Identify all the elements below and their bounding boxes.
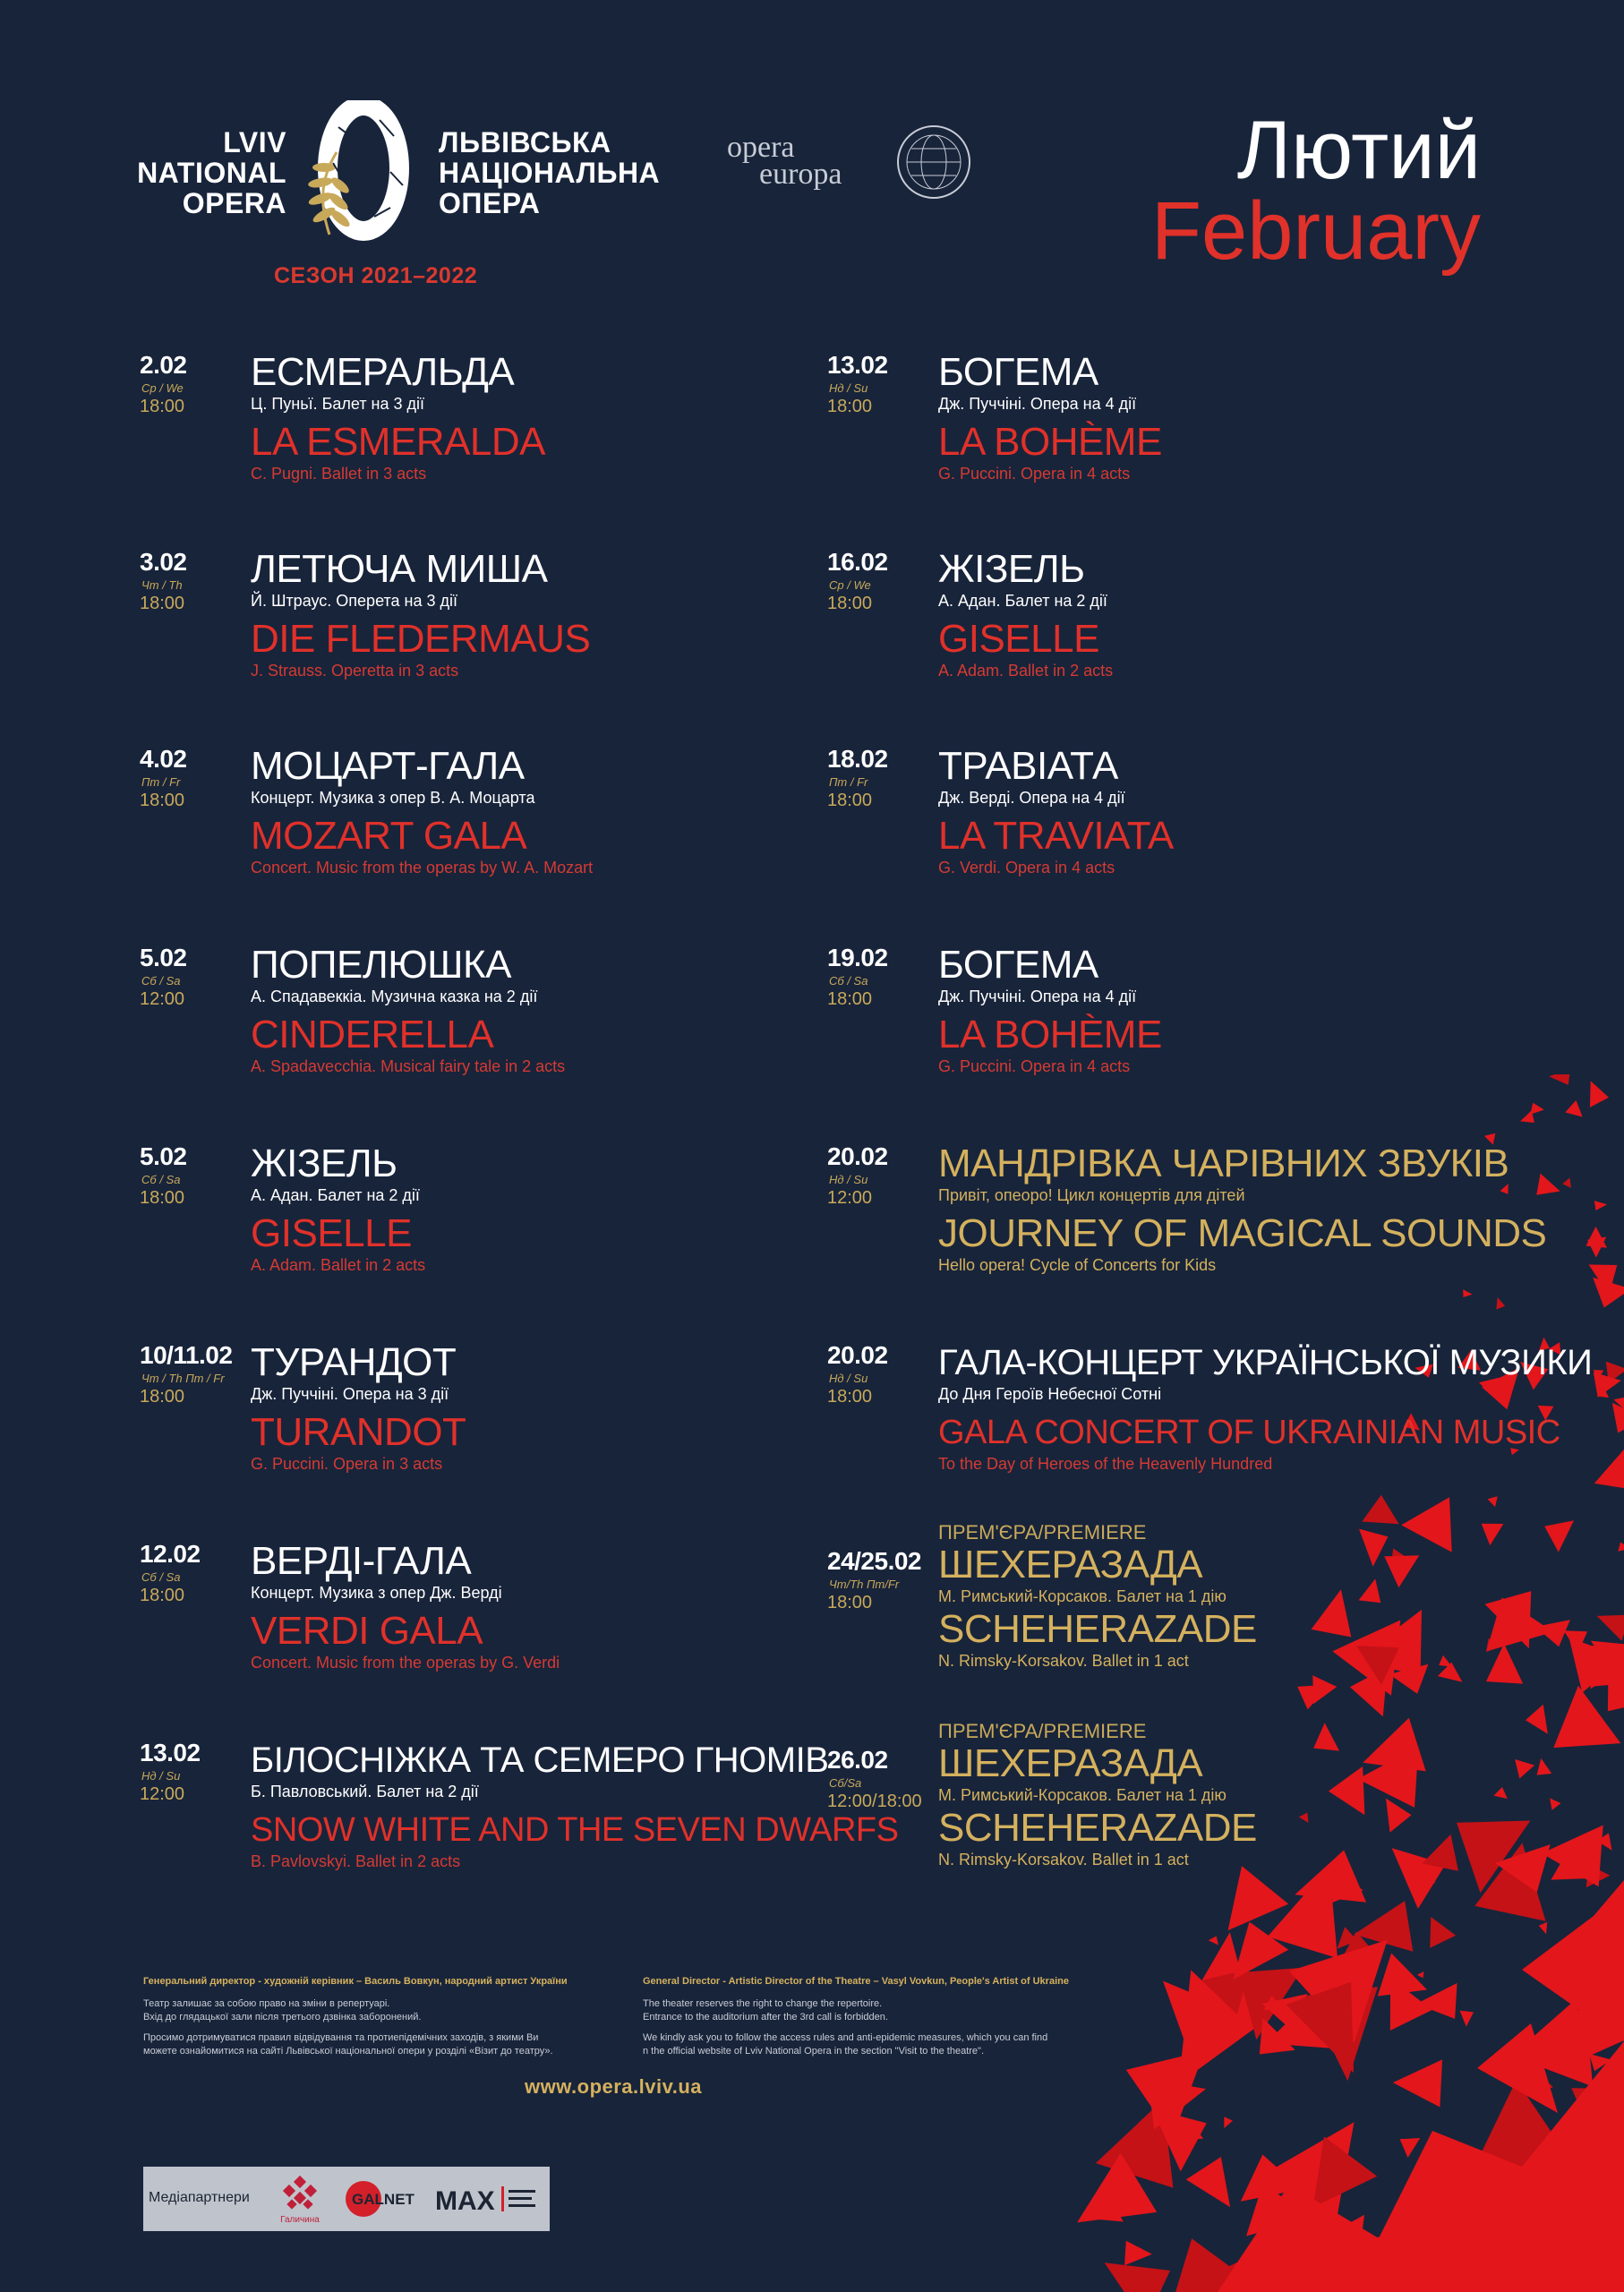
event-time: 18:00 <box>140 594 185 613</box>
event-titles <box>938 1142 1546 1275</box>
event-title-ua: МОЦАРТ-ГАЛА <box>251 744 525 788</box>
shard <box>1393 2059 1442 2107</box>
shard <box>1544 1520 1574 1552</box>
event-subtitle-en: Hello opera! Cycle of Concerts for Kids <box>938 1256 1217 1274</box>
event-subtitle-en: Concert. Music from the operas by W. A. Mozart <box>251 859 594 877</box>
event-subtitle-en: B. Pavlovskyi. Ballet in 2 acts <box>251 1852 461 1870</box>
event-5 <box>140 1142 820 1321</box>
event-subtitle-en: G. Verdi. Opera in 4 acts <box>938 859 1115 877</box>
event-4 <box>140 944 820 1123</box>
event-title-en: LA TRAVIATA <box>938 814 1174 858</box>
event-date: 12.02 <box>140 1540 201 1568</box>
event-subtitle-ua: Дж. Пуччіні. Опера на 4 дії <box>938 395 1137 413</box>
opera-europa-logo: opera europa <box>723 115 983 204</box>
shard <box>1105 2262 1170 2292</box>
footer-notes-en: General Director - Artistic Director of the Theatre – Vasyl Vovkun, People's Artist of Ukraine The theater reserves the right to change the repertoire. Entrance to the auditorium after the 3rd call is forbidden. We kindly ask you to follow the access rules and anti-epidemic measures, which you can find n the official website of Lviv National Opera in the section "Visit to the theatre". <box>643 1976 1069 2057</box>
event-date: 16.02 <box>827 548 888 576</box>
event-title-en: TURANDOT <box>251 1410 466 1454</box>
event-titles <box>938 745 1174 877</box>
event-time: 18:00 <box>140 791 185 810</box>
event-title-en: LA BOHÈME <box>938 420 1162 464</box>
event-title-ua: ВЕРДІ-ГАЛА <box>251 1539 472 1583</box>
event-title-en: MOZART GALA <box>251 814 527 858</box>
shard <box>1549 1074 1570 1085</box>
event-title-en: SNOW WHITE AND THE SEVEN DWARFS <box>251 1811 899 1849</box>
galnet-logo-icon <box>342 2177 424 2220</box>
event-title-ua: ЛЕТЮЧА МИША <box>251 547 548 591</box>
event-14 <box>827 1341 1593 1520</box>
svg-text:Галичина: Галичина <box>280 2215 320 2225</box>
event-subtitle-en: G. Puccini. Opera in 3 acts <box>251 1455 443 1473</box>
event-weekday: Сб / Sa <box>141 1173 181 1186</box>
event-date: 18.02 <box>827 745 888 773</box>
event-title-ua: БОГЕМА <box>938 350 1098 394</box>
media-partners-bar <box>143 2167 550 2231</box>
event-titles <box>251 351 545 483</box>
event-time: 18:00 <box>140 1586 185 1605</box>
event-weekday: Нд / Su <box>829 381 868 395</box>
event-subtitle-en: G. Puccini. Opera in 4 acts <box>938 465 1131 483</box>
event-title-en: LA BOHÈME <box>938 1013 1162 1056</box>
footer-notes-ua: Генеральний директор - художній керівник – Василь Вовкун, народний артист України Театр залишає за собою право на зміни в репертуарі. Вхід до глядацької зали після третього дзвінка заборонений. Просимо дотримуватися правил відвідування та протиепідемічних заходів, з якими Ви можете ознайомитися на сайті Львівської національної опери у розділі «Візит до театру». <box>143 1976 568 2057</box>
event-date: 5.02 <box>140 944 187 971</box>
event-titles <box>938 1721 1257 1869</box>
event-subtitle-ua: Концерт. Музика з опер В. А. Моцарта <box>251 789 535 807</box>
event-subtitle-ua: Дж. Пуччіні. Опера на 4 дії <box>938 988 1137 1005</box>
shard <box>1526 1705 1548 1734</box>
shard <box>1594 1449 1624 1489</box>
event-subtitle-ua: А. Спадавеккіа. Музична казка на 2 дії <box>251 988 538 1005</box>
event-subtitle-ua: Б. Павловський. Балет на 2 дії <box>251 1783 479 1800</box>
event-16 <box>827 1720 1508 1925</box>
event-subtitle-en: A. Spadavecchia. Musical fairy tale in 2 acts <box>251 1057 566 1075</box>
event-titles <box>251 548 590 680</box>
event-time: 18:00 <box>140 397 185 416</box>
event-title-en: DIE FLEDERMAUS <box>251 617 591 661</box>
event-title-ua: ЕСМЕРАЛЬДА <box>251 350 515 394</box>
event-weekday: Нд / Su <box>829 1372 868 1385</box>
event-9 <box>827 351 1508 530</box>
event-time: 18:00 <box>827 1593 873 1612</box>
event-subtitle-en: G. Puccini. Opera in 4 acts <box>938 1057 1131 1075</box>
event-date: 20.02 <box>827 1142 888 1170</box>
svg-text:GALNET: GALNET <box>352 2191 415 2208</box>
event-time: 18:00 <box>827 1387 873 1407</box>
event-title-ua: ШЕХЕРАЗАДА <box>938 1741 1203 1785</box>
event-time: 12:00 <box>827 1188 873 1208</box>
shard <box>1597 1615 1624 1641</box>
event-time: 18:00 <box>140 1387 185 1407</box>
event-subtitle-ua: М. Римський-Корсаков. Балет на 1 дію <box>938 1786 1227 1804</box>
event-time: 18:00 <box>827 397 873 416</box>
shard <box>1460 2011 1474 2027</box>
shard <box>1417 1971 1424 1978</box>
event-title-ua: ПОПЕЛЮШКА <box>251 943 511 987</box>
event-titles <box>938 548 1113 680</box>
event-subtitle-ua: А. Адан. Балет на 2 дії <box>251 1186 420 1204</box>
shard <box>1539 1922 1547 1935</box>
event-subtitle-ua: А. Адан. Балет на 2 дії <box>938 592 1107 610</box>
season-label: СЕЗОН 2021–2022 <box>274 263 478 288</box>
event-title-ua: БОГЕМА <box>938 943 1098 987</box>
event-subtitle-en: Concert. Music from the operas by G. Verdi <box>251 1654 560 1672</box>
shard <box>1400 2138 1421 2158</box>
event-date: 10/11.02 <box>140 1341 233 1369</box>
event-weekday: Нд / Su <box>829 1173 868 1186</box>
event-date: 20.02 <box>827 1341 888 1369</box>
event-time: 12:00 <box>140 989 185 1009</box>
event-title-ua: ЖІЗЕЛЬ <box>938 547 1085 591</box>
shard <box>1186 2157 1230 2207</box>
logo-name-en: LVIV NATIONAL OPERA <box>137 126 286 219</box>
event-subtitle-ua: Концерт. Музика з опер Дж. Верді <box>251 1584 502 1602</box>
media-partners-label: Медіапартнери <box>149 2190 250 2205</box>
event-title-en: GISELLE <box>251 1211 412 1255</box>
shard <box>1482 1524 1504 1545</box>
event-title-en: LA ESMERALDA <box>251 420 546 464</box>
event-title-ua: БІЛОСНІЖКА ТА СЕМЕРО ГНОМІВ <box>251 1740 829 1780</box>
shard <box>1209 1936 1218 1945</box>
shard <box>1562 1177 1571 1188</box>
event-weekday: Пт / Fr <box>829 775 868 789</box>
event-titles <box>251 1341 466 1474</box>
premiere-label: ПРЕМ'ЄРА/PREMIERE <box>938 1720 1147 1742</box>
website-link[interactable]: www.opera.lviv.ua <box>525 2075 703 2098</box>
event-subtitle-ua: Ц. Пуньї. Балет на 3 дії <box>251 395 425 413</box>
event-title-en: VERDI GALA <box>251 1609 483 1653</box>
event-titles <box>938 1522 1257 1671</box>
event-title-en: JOURNEY OF MAGICAL SOUNDS <box>938 1211 1547 1255</box>
event-title-ua: ГАЛА-КОНЦЕРТ УКРАЇНСЬКОЇ МУЗИКИ <box>938 1343 1593 1382</box>
shard <box>1565 1100 1582 1117</box>
event-title-ua: ШЕХЕРАЗАДА <box>938 1543 1203 1586</box>
halychyna-logo-icon <box>269 2174 331 2226</box>
event-subtitle-en: C. Pugni. Ballet in 3 acts <box>251 465 427 483</box>
shard <box>1590 1081 1609 1108</box>
event-weekday: Сб / Sa <box>829 974 868 988</box>
event-titles <box>251 944 565 1076</box>
max-logo-icon <box>433 2179 543 2219</box>
event-6 <box>140 1341 820 1520</box>
month-title-en: February <box>1150 185 1481 277</box>
globe-seal-icon <box>893 122 974 202</box>
event-subtitle-en: J. Strauss. Operetta in 3 acts <box>251 662 459 680</box>
event-weekday: Сб / Sa <box>141 1570 181 1584</box>
event-subtitle-en: N. Rimsky-Korsakov. Ballet in 1 act <box>938 1851 1189 1869</box>
event-date: 13.02 <box>827 351 888 379</box>
event-titles <box>251 1739 898 1871</box>
event-title-ua: МАНДРІВКА ЧАРІВНИХ ЗВУКІВ <box>938 1142 1509 1185</box>
month-title-ua: Лютий <box>1236 105 1481 196</box>
shard <box>1515 1759 1534 1779</box>
event-title-ua: ТРАВІАТА <box>938 744 1118 788</box>
event-weekday: Нд / Su <box>141 1769 181 1783</box>
event-title-ua: ТУРАНДОТ <box>251 1340 457 1384</box>
shard <box>1530 1103 1544 1115</box>
svg-text:MAX: MAX <box>435 2186 495 2216</box>
event-10 <box>827 548 1508 727</box>
event-subtitle-ua: Дж. Пуччіні. Опера на 3 дії <box>251 1385 449 1403</box>
event-subtitle-ua: М. Римський-Корсаков. Балет на 1 дію <box>938 1587 1227 1605</box>
event-titles <box>938 351 1162 483</box>
event-weekday: Чт / Th Пт / Fr <box>141 1372 225 1385</box>
event-title-ua: ЖІЗЕЛЬ <box>251 1142 397 1185</box>
event-date: 5.02 <box>140 1142 187 1170</box>
event-date: 13.02 <box>140 1739 201 1766</box>
event-titles <box>938 1341 1592 1474</box>
event-13 <box>827 1142 1547 1321</box>
event-12 <box>827 944 1508 1123</box>
event-subtitle-ua: Привіт, опеоро! Цикл концертів для дітей <box>938 1186 1245 1204</box>
shard <box>1550 1798 1560 1809</box>
event-subtitle-en: A. Adam. Ballet in 2 acts <box>938 662 1114 680</box>
event-weekday: Сб/Sa <box>829 1776 862 1790</box>
event-3 <box>140 745 820 924</box>
event-15 <box>827 1521 1508 1726</box>
event-weekday: Чт / Th <box>141 578 183 592</box>
event-date: 4.02 <box>140 745 187 773</box>
event-weekday: Пт / Fr <box>141 775 181 789</box>
event-time: 12:00/18:00 <box>827 1792 922 1811</box>
shard <box>1594 1201 1607 1210</box>
shard <box>1618 1542 1624 1552</box>
event-date: 19.02 <box>827 944 888 971</box>
event-titles <box>251 1142 425 1275</box>
logo-name-ua: ЛЬВІВСЬКА НАЦІОНАЛЬНА ОПЕРА <box>439 126 661 219</box>
event-time: 18:00 <box>827 791 873 810</box>
event-time: 12:00 <box>140 1784 185 1804</box>
event-title-en: SCHEHERAZADE <box>938 1806 1257 1850</box>
event-2 <box>140 548 820 727</box>
event-weekday: Чт/Th Пт/Fr <box>829 1578 900 1591</box>
event-date: 24/25.02 <box>827 1547 921 1575</box>
premiere-label: ПРЕМ'ЄРА/PREMIERE <box>938 1521 1147 1544</box>
event-titles <box>938 944 1162 1076</box>
event-title-en: GALA CONCERT OF UKRAINIAN MUSIC <box>938 1414 1560 1451</box>
shard <box>1224 2117 1233 2128</box>
event-subtitle-ua: Й. Штраус. Оперета на 3 дії <box>251 592 458 610</box>
event-7 <box>140 1540 820 1719</box>
event-title-en: CINDERELLA <box>251 1013 494 1056</box>
event-time: 18:00 <box>827 989 873 1009</box>
event-subtitle-ua: Дж. Верді. Опера на 4 дії <box>938 789 1125 807</box>
event-subtitle-en: To the Day of Heroes of the Heavenly Hundred <box>938 1455 1273 1473</box>
event-time: 18:00 <box>827 594 873 613</box>
event-subtitle-en: A. Adam. Ballet in 2 acts <box>251 1256 426 1274</box>
laurel-zero-emblem-icon <box>294 100 428 244</box>
shard <box>1124 2241 1152 2266</box>
event-subtitle-en: N. Rimsky-Korsakov. Ballet in 1 act <box>938 1652 1189 1670</box>
event-date: 3.02 <box>140 548 187 576</box>
event-date: 2.02 <box>140 351 187 379</box>
event-titles <box>251 745 593 877</box>
shard <box>1537 1758 1552 1775</box>
event-11 <box>827 745 1508 924</box>
event-title-en: SCHEHERAZADE <box>938 1607 1257 1651</box>
lviv-opera-logo <box>134 100 671 297</box>
event-subtitle-ua: До Дня Героїв Небесної Сотні <box>938 1385 1162 1403</box>
event-weekday: Ср / We <box>141 381 184 395</box>
event-title-en: GISELLE <box>938 617 1099 661</box>
event-time: 18:00 <box>140 1188 185 1208</box>
event-weekday: Ср / We <box>829 578 871 592</box>
event-date: 26.02 <box>827 1746 888 1774</box>
event-titles <box>251 1540 560 1672</box>
event-1 <box>140 351 820 530</box>
event-weekday: Сб / Sa <box>141 974 181 988</box>
